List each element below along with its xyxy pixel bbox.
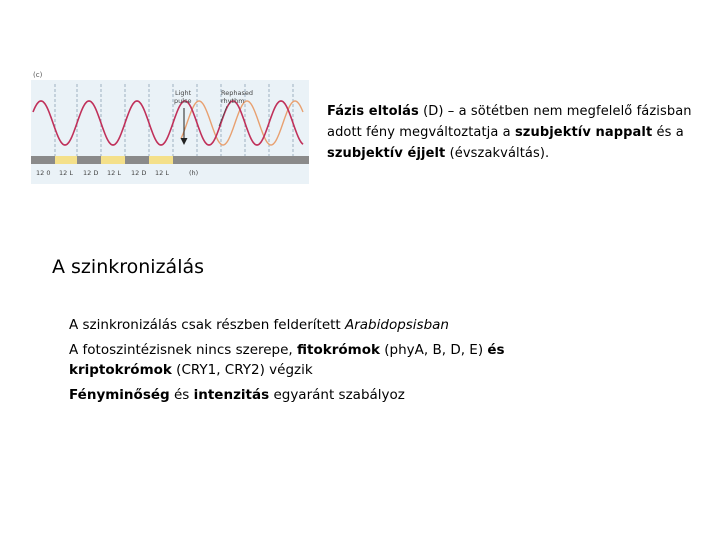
bullet-text: és [169,387,194,403]
phase-shift-figure [31,68,309,184]
time-label: 12 L [107,169,121,177]
bullet-bold: fitokrómok [297,342,380,358]
bullet-text: (phyA, B, D, E) [379,342,488,358]
light-pulse-label-2: pulse [174,97,192,105]
bullet-italic: Arabidopsisban [345,317,449,333]
bullet-bold: intenzitás [193,387,270,403]
caption-text-2: és a [652,125,684,140]
light-pulse-label-1: Light [175,89,192,97]
time-label: 12 D [83,169,99,177]
bullet-text: egyaránt szabályoz [269,387,405,403]
caption-text-3: (évszakváltás). [445,146,550,161]
caption-subjective-night: szubjektív éjjelt [327,146,446,161]
bullet-text: (CRY1, CRY2) végzik [171,362,313,378]
time-label: 12 L [59,169,73,177]
bullet-list [69,315,589,410]
caption-subjective-day: szubjektív nappalt [514,125,653,140]
bullet-item [69,340,589,380]
bullet-bold: Fényminőség [69,387,170,403]
panel-label: (c) [33,71,43,79]
time-label: 12 0 [36,169,51,177]
caption-text-1: (D) – a sötétben nem megfelelő fázisban adott fény megváltoztatja a [327,104,692,140]
bullet-item [69,315,589,335]
rephased-label-1: Rephased [221,89,253,97]
caption-phase-shift: Fázis eltolás [327,104,419,119]
bullet-bold: és kriptokrómok [69,342,505,378]
bullet-item [69,385,589,405]
section-title: A szinkronizálás [52,256,205,278]
time-label: (h) [189,169,199,177]
time-label: 12 D [131,169,147,177]
time-label: 12 L [155,169,169,177]
figure-caption [327,101,707,164]
bullet-text: A szinkronizálás csak részben felderített [69,317,345,333]
rephased-label-2: rhythm [221,97,245,105]
light-dark-bar [31,156,309,164]
bullet-text: A fotoszintézisnek nincs szerepe, [69,342,298,358]
